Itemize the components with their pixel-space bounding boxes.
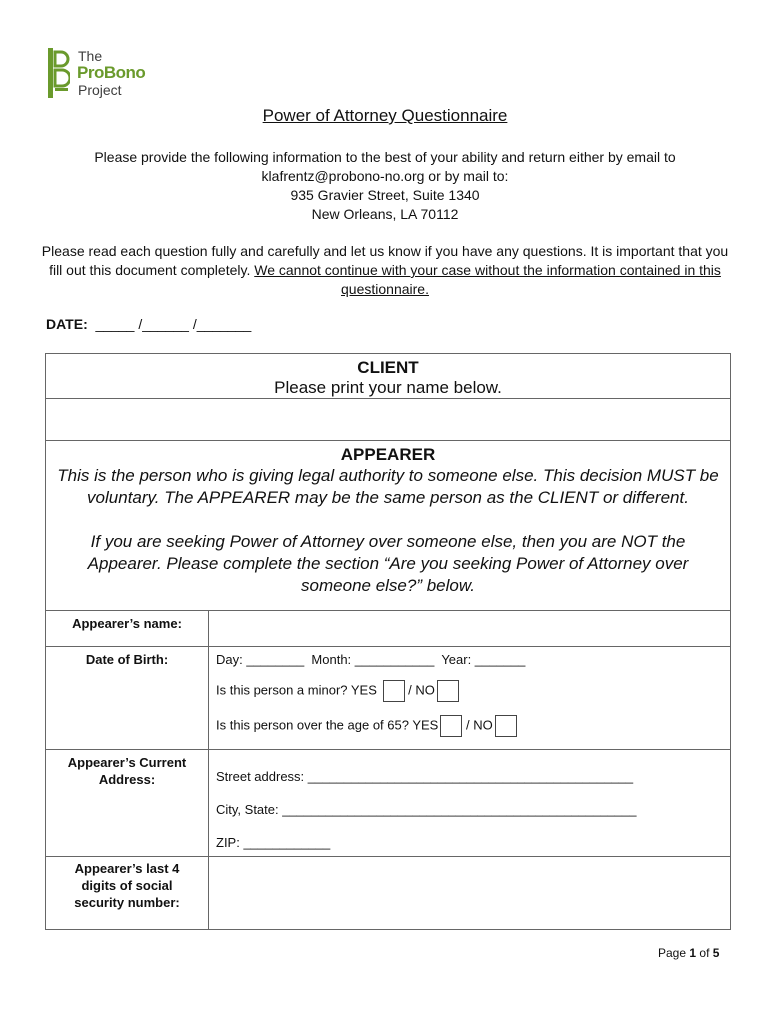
dob-year-field[interactable]: Year: _______	[441, 652, 526, 667]
page-prefix: Page	[658, 946, 687, 960]
probono-logo	[48, 48, 148, 100]
probono-logo-mark-icon	[48, 48, 70, 98]
client-heading: CLIENT	[357, 358, 419, 377]
intro-city-line: New Orleans, LA 70112	[311, 206, 459, 222]
appearer-address-row	[46, 750, 730, 857]
minor-no-checkbox[interactable]	[437, 680, 459, 702]
intro-line-1: Please provide the following information to the best of your ability and return either by email to	[94, 149, 676, 165]
logo-text-the: The	[78, 48, 103, 64]
over65-no-checkbox[interactable]	[495, 715, 517, 737]
client-name-field[interactable]	[46, 399, 730, 441]
date-label: DATE:	[46, 316, 88, 332]
city-state-field[interactable]: City, State: _________________________________________________	[216, 802, 637, 817]
appearer-dob-row	[46, 647, 730, 750]
instructions-paragraph	[40, 242, 730, 299]
appearer-name-row	[46, 611, 730, 647]
appearer-description-2: If you are seeking Power of Attorney over someone else, then you are NOT the Appearer. Please complete the section “Are you seeking Power of Attorney over someone else?” below.	[87, 532, 689, 595]
appearer-heading: APPEARER	[340, 445, 436, 464]
over65-no-text: / NO	[465, 717, 493, 733]
intro-address-line: 935 Gravier Street, Suite 1340	[290, 187, 480, 203]
client-header	[46, 354, 730, 399]
client-subheading: Please print your name below.	[274, 378, 502, 397]
logo-text-project: Project	[78, 82, 122, 98]
dob-fields	[216, 647, 730, 667]
zip-field[interactable]: ZIP: ____________	[216, 835, 331, 850]
appearer-name-label: Appearer’s name:	[46, 611, 209, 646]
dob-label: Date of Birth:	[46, 647, 209, 749]
ssn-label: Appearer’s last 4 digits of social security number:	[46, 857, 209, 929]
minor-no-text: / NO	[408, 682, 435, 698]
page-total: 5	[712, 946, 720, 960]
instructions-text: Please read each question fully and carefully and let us know if you have any questions. It is important that you fill out this document completely.	[41, 243, 729, 278]
minor-question-text: Is this person a minor? YES	[216, 682, 377, 698]
minor-question	[216, 680, 730, 702]
address-content	[209, 750, 730, 856]
date-row	[46, 316, 251, 332]
appearer-description-1: This is the person who is giving legal authority to someone else. This decision MUST be voluntary. The APPEARER may be the same person as the CLIENT or different.	[57, 466, 719, 507]
intro-email-line: klafrentz@probono-no.org or by mail to:	[261, 168, 509, 184]
over65-question-text: Is this person over the age of 65? YES	[216, 717, 439, 733]
page-current: 1	[689, 946, 697, 960]
page-number	[658, 946, 719, 960]
over65-question	[216, 715, 730, 737]
date-field[interactable]: _____ /______ /_______	[95, 316, 252, 332]
street-field[interactable]: Street address: _____________________________________________	[216, 769, 634, 784]
dob-content	[209, 647, 730, 749]
intro-paragraph	[40, 148, 730, 224]
dob-day-field[interactable]: Day: ________	[216, 652, 305, 667]
appearer-name-field[interactable]	[209, 611, 730, 646]
page-title: Power of Attorney Questionnaire	[262, 106, 508, 125]
dob-month-field[interactable]: Month: ___________	[311, 652, 435, 667]
page-of: of	[699, 946, 710, 960]
appearer-ssn-row	[46, 857, 730, 929]
over65-yes-checkbox[interactable]	[440, 715, 462, 737]
appearer-header	[46, 441, 730, 611]
questionnaire-table	[45, 353, 731, 930]
address-label: Appearer’s Current Address:	[46, 750, 209, 856]
logo-text-probono: ProBono	[77, 63, 146, 82]
minor-yes-checkbox[interactable]	[383, 680, 405, 702]
instructions-emphasis: We cannot continue with your case without the information contained in this questionnaire.	[254, 262, 721, 297]
ssn-field[interactable]	[209, 857, 730, 929]
